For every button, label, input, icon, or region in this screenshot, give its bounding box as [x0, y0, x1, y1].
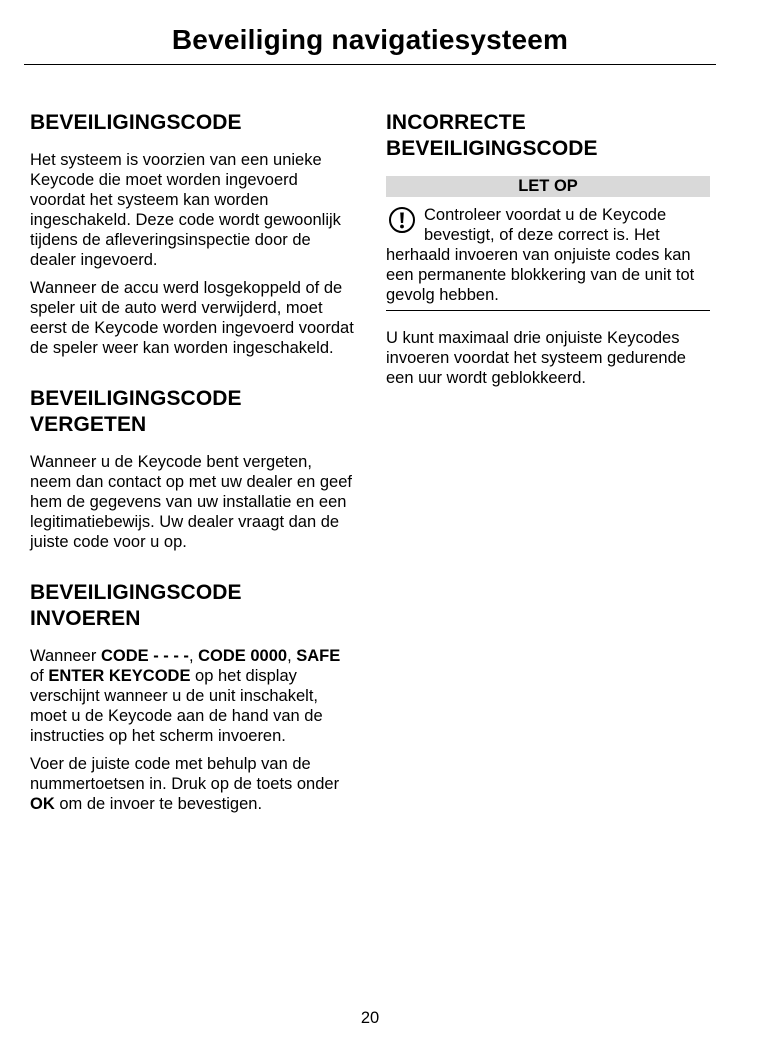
text-run: Wanneer — [30, 647, 101, 665]
heading-line: BEVEILIGINGSCODE — [386, 137, 598, 160]
page-header — [24, 24, 716, 65]
text-run: , — [188, 647, 199, 665]
section-incorrecte-beveiligingscode — [386, 110, 710, 388]
text-run: , — [287, 647, 297, 665]
text-run: Voer de juiste code met behulp van de nummertoetsen in. Druk op de toets onder — [30, 755, 340, 793]
display-code-text: SAFE — [296, 647, 341, 665]
paragraph — [30, 646, 354, 746]
warning-exclamation-icon — [388, 206, 416, 234]
paragraph: Het systeem is voorzien van een unieke Keycode die moet worden ingevoerd voordat het systeem kan worden ingeschakeld. Deze code wordt gewoonlijk tijdens de afleveringsinspectie door de dealer ingevoerd. — [30, 151, 341, 269]
section-heading — [386, 110, 710, 162]
section-heading — [30, 580, 354, 632]
page-title: Beveiliging navigatiesysteem — [171, 24, 569, 55]
display-code-text: CODE - - - - — [100, 647, 189, 665]
text-run: op het display verschijnt wanneer u de unit inschakelt, moet u de Keycode aan de hand van de instructies op het scherm invoeren. — [30, 667, 323, 745]
page-number: 20 — [360, 1009, 380, 1027]
display-code-text: CODE 0000 — [198, 647, 288, 665]
heading-line: BEVEILIGINGSCODE — [30, 387, 242, 410]
paragraph — [30, 754, 354, 814]
paragraph: Wanneer u de Keycode bent vergeten, neem dan contact op met uw dealer en geef hem de gegevens van uw installatie en een legitimatiebewijs. Uw dealer vraagt dan de juiste code voor u op. — [30, 453, 352, 551]
paragraph: U kunt maximaal drie onjuiste Keycodes invoeren voordat het systeem gedurende een uur wordt geblokkeerd. — [386, 329, 686, 387]
paragraph: Wanneer de accu werd losgekoppeld of de speler uit de auto werd verwijderd, moet eerst de Keycode worden ingevoerd voordat de speler weer kan worden ingeschakeld. — [30, 279, 354, 357]
section-beveiligingscode-invoeren — [30, 580, 354, 814]
heading-line: INCORRECTE — [386, 111, 526, 134]
heading-line: VERGETEN — [30, 413, 147, 436]
section-heading — [30, 386, 354, 438]
right-column — [386, 110, 710, 416]
ok-key-text: OK — [30, 795, 55, 813]
text-run: om de invoer te bevestigen. — [54, 795, 263, 813]
note-body — [386, 205, 710, 311]
display-code-text: ENTER KEYCODE — [48, 667, 191, 685]
section-heading: BEVEILIGINGSCODE — [30, 111, 242, 134]
text-run: of — [30, 667, 49, 685]
heading-line: INVOEREN — [30, 607, 141, 630]
heading-line: BEVEILIGINGSCODE — [30, 581, 242, 604]
left-column — [30, 110, 354, 842]
note-text: Controleer voordat u de Keycode bevestigt, of deze correct is. Het herhaald invoeren van onjuiste codes kan een permanente blokkering van de unit tot gevolg hebben. — [386, 206, 695, 304]
note-label-bar: LET OP — [386, 176, 710, 197]
section-beveiligingscode — [30, 110, 354, 358]
section-beveiligingscode-vergeten — [30, 386, 354, 552]
